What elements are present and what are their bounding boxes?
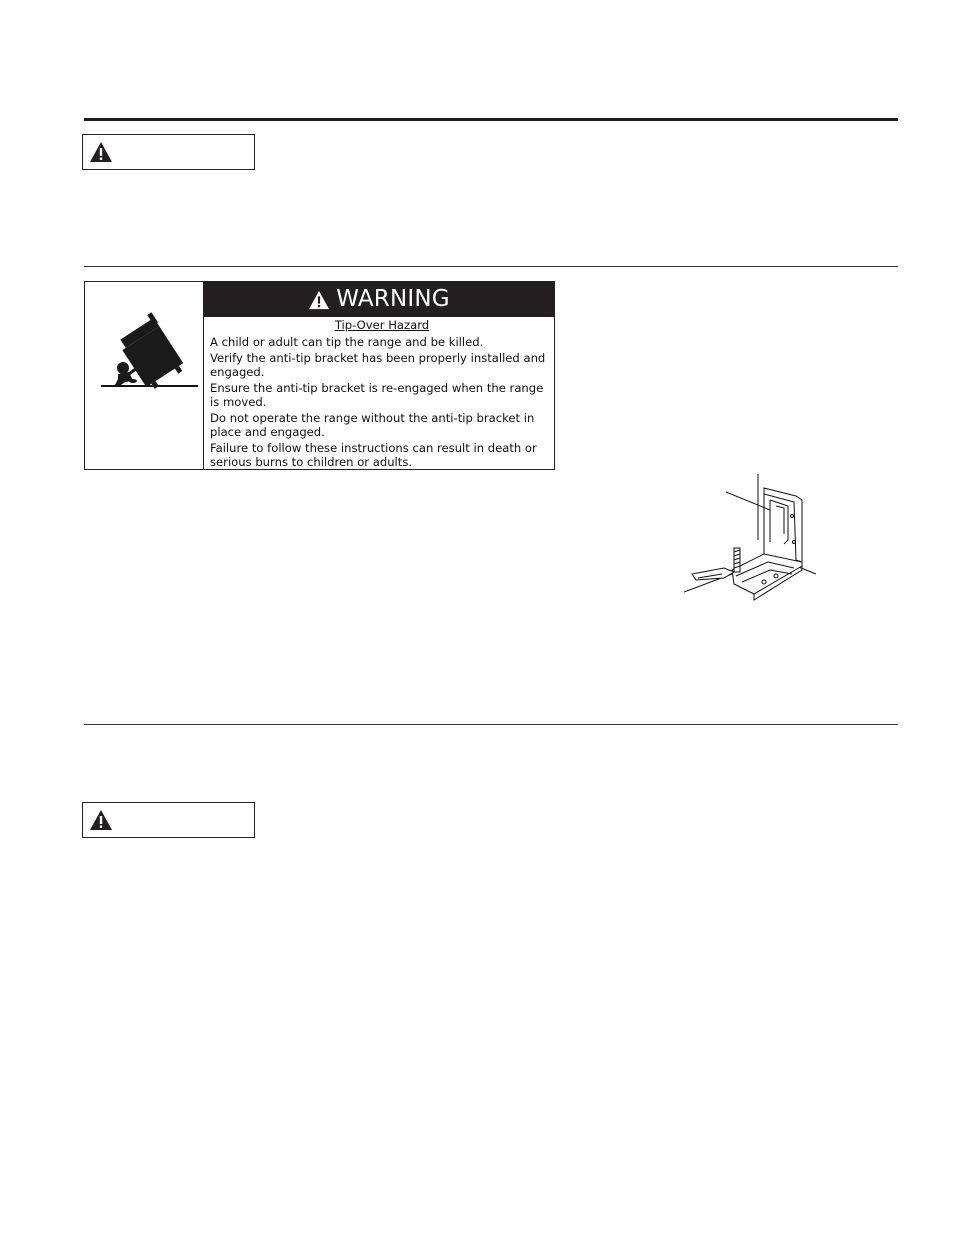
tipover-warning-panel	[84, 281, 555, 470]
warning-triangle-icon	[89, 141, 113, 163]
warning-triangle-icon	[89, 809, 113, 831]
warning-line: Ensure the anti-tip bracket is re-engaged when the range is moved.	[210, 381, 544, 409]
tip-over-hazard-illustration	[85, 282, 204, 469]
signal-box-bottom	[82, 802, 255, 838]
warning-line: Do not operate the range without the anti-tip bracket in place and engaged.	[210, 411, 535, 439]
warning-header	[204, 282, 554, 317]
section-rule	[84, 266, 898, 267]
top-rule	[84, 118, 898, 121]
section-rule	[84, 724, 898, 725]
warning-line: Verify the anti-tip bracket has been properly installed and engaged.	[210, 351, 546, 379]
anti-tip-bracket-illustration	[684, 470, 820, 606]
warning-line: A child or adult can tip the range and be killed.	[210, 335, 484, 349]
signal-box-top	[82, 134, 255, 170]
warning-body	[210, 317, 554, 471]
warning-subtitle: Tip-Over Hazard	[334, 318, 430, 332]
warning-header-text: WARNING	[336, 286, 450, 312]
warning-line: Failure to follow these instructions can result in death or serious burns to children or adults.	[210, 441, 537, 469]
warning-triangle-icon	[308, 290, 330, 310]
